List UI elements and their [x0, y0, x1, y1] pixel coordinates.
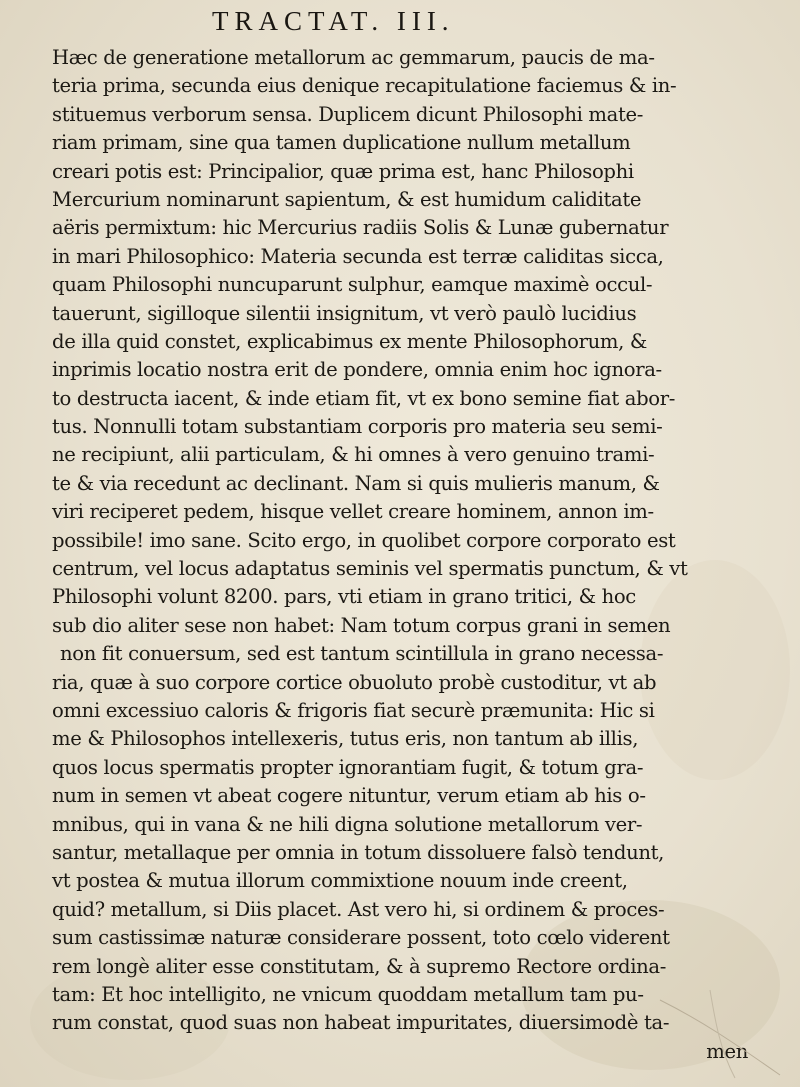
text-line: tauerunt, sigilloque silentii insignitum, vt verò paulò lucidius	[52, 301, 637, 325]
text-line: vt postea & mutua illorum commixtione nouum inde creent,	[52, 869, 628, 893]
text-line: ne recipiunt, alii particulam, & hi omnes à vero genuino trami-	[52, 443, 655, 467]
text-line: tus. Nonnulli totam substantiam corporis pro materia seu semi-	[52, 415, 663, 439]
text-line: to destructa iacent, & inde etiam fit, vt ex bono semine fiat abor-	[52, 386, 676, 410]
text-line: Mercurium nominarunt sapientum, & est humidum caliditate	[52, 187, 642, 211]
text-line: quam Philosophi nuncuparunt sulphur, eamque maximè occul-	[52, 273, 653, 297]
text-line: sum castissimæ naturæ considerare possent, toto cœlo viderent	[52, 926, 670, 950]
text-line: mnibus, qui in vana & ne hili digna solutione metallorum ver-	[52, 812, 643, 836]
catchword: men	[706, 1039, 748, 1063]
text-line: non fit conuersum, sed est tantum scintillula in grano necessa-	[60, 642, 664, 666]
text-line: rem longè aliter esse constitutam, & à supremo Rectore ordina-	[52, 954, 667, 978]
text-line: rum constat, quod suas non habeat impuritates, diuersimodè ta-	[52, 1011, 670, 1035]
text-line: Hæc de generatione metallorum ac gemmarum, paucis de ma-	[52, 46, 655, 69]
running-head: TRACTAT. III.	[212, 6, 455, 36]
text-line: possibile! imo sane. Scito ergo, in quolibet corpore corporato est	[52, 528, 676, 552]
text-line: sub dio aliter sese non habet: Nam totum corpus grani in semen	[52, 613, 671, 637]
text-line: inprimis locatio nostra erit de pondere, omnia enim hoc ignora-	[52, 358, 662, 382]
text-line: riam primam, sine qua tamen duplicatione nullum metallum	[52, 131, 631, 155]
text-line: me & Philosophos intellexeris, tutus eris, non tantum ab illis,	[52, 727, 639, 751]
text-line: viri reciperet pedem, hisque vellet creare hominem, annon im-	[52, 500, 654, 524]
text-line: stituemus verborum sensa. Duplicem dicunt Philosophi mate-	[52, 102, 643, 126]
text-line: ria, quæ à suo corpore cortice obuoluto probè custoditur, vt ab	[52, 670, 657, 694]
text-line: aëris permixtum: hic Mercurius radiis Solis & Lunæ gubernatur	[52, 216, 669, 240]
text-line: quos locus spermatis propter ignorantiam fugit, & totum gra-	[52, 755, 644, 779]
text-line: te & via recedunt ac declinant. Nam si quis mulieris manum, &	[52, 471, 660, 495]
text-line: omni excessiuo caloris & frigoris fiat securè præmunita: Hic si	[52, 698, 655, 722]
text-line: creari potis est: Principalior, quæ prima est, hanc Philosophi	[52, 159, 634, 183]
text-line: quid? metallum, si Diis placet. Ast vero hi, si ordinem & proces-	[52, 897, 665, 921]
text-line: teria prima, secunda eius denique recapitulatione faciemus & in-	[52, 74, 677, 98]
text-line: de illa quid constet, explicabimus ex mente Philosophorum, &	[52, 329, 647, 353]
text-line: in mari Philosophico: Materia secunda est terræ caliditas sicca,	[52, 244, 664, 268]
text-line: centrum, vel locus adaptatus seminis vel spermatis punctum, & vt	[52, 557, 688, 581]
text-line: num in semen vt abeat cogere nituntur, verum etiam ab his o-	[52, 784, 646, 808]
text-block	[52, 44, 780, 1066]
text-line: santur, metallaque per omnia in totum dissoluere falsò tendunt,	[52, 840, 665, 864]
text-line: Philosophi volunt 8200. pars, vti etiam in grano tritici, & hoc	[52, 585, 636, 609]
text-line: tam: Et hoc intelligito, ne vnicum quoddam metallum tam pu-	[52, 982, 644, 1006]
